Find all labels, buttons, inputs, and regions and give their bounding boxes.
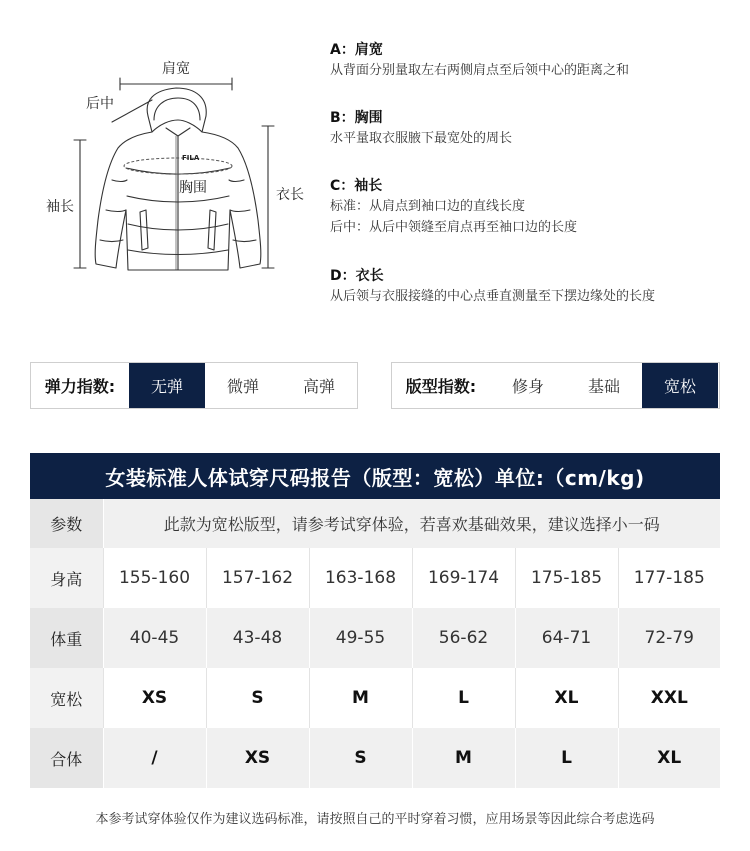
definition-chest — [330, 108, 730, 149]
fit-index-bar — [391, 362, 720, 409]
sleeve-length-label: 袖长 — [46, 199, 74, 215]
table-cell: 169-174 — [412, 548, 515, 608]
table-cell: XS — [103, 668, 206, 728]
definition-sleeve — [330, 176, 730, 238]
table-cell: M — [412, 728, 515, 788]
definition-text: 标准：从肩点到袖口边的直线长度 — [330, 199, 526, 214]
table-cell: 155-160 — [103, 548, 206, 608]
elasticity-index-bar — [30, 362, 358, 409]
size-table — [30, 499, 720, 788]
table-cell: 64-71 — [515, 608, 618, 668]
elasticity-option-high: 高弹 — [302, 377, 335, 396]
table-cell: XXL — [618, 668, 720, 728]
elasticity-option-none: 无弹 — [129, 363, 205, 408]
table-cell: / — [103, 728, 206, 788]
fit-option-loose: 宽松 — [642, 363, 718, 408]
row-header: 参数 — [30, 499, 103, 548]
table-cell: XL — [515, 668, 618, 728]
table-cell: 72-79 — [618, 608, 720, 668]
back-center-label: 后中 — [86, 96, 114, 112]
definition-title: A：肩宽 — [330, 42, 383, 58]
chest-label: 胸围 — [179, 180, 207, 196]
fit-note: 此款为宽松版型，请参考试穿体验，若喜欢基础效果，建议选择小一码 — [103, 499, 720, 548]
row-header: 体重 — [30, 608, 103, 668]
table-row — [30, 728, 720, 788]
fit-index-label: 版型指数: — [405, 377, 477, 396]
table-cell: M — [309, 668, 412, 728]
body-length-label: 衣长 — [276, 187, 304, 203]
definition-text: 水平量取衣服腋下最宽处的周长 — [330, 131, 513, 146]
definition-text: 从背面分别量取左右两侧肩点至后领中心的距离之和 — [330, 63, 630, 78]
fit-option-regular: 基础 — [587, 377, 620, 396]
table-cell: XS — [206, 728, 309, 788]
table-cell: S — [206, 668, 309, 728]
definition-text: 后中：从后中领缝至肩点再至袖口边的长度 — [330, 220, 578, 235]
brand-logo-text: FILA — [182, 154, 200, 162]
size-report-title: 女装标准人体试穿尺码报告（版型：宽松）单位:（cm/kg) — [30, 453, 720, 499]
table-cell: L — [412, 668, 515, 728]
jacket-measurement-diagram — [30, 40, 320, 290]
definition-title: B：胸围 — [330, 110, 383, 126]
table-cell: 49-55 — [309, 608, 412, 668]
elasticity-index-label: 弹力指数: — [44, 377, 116, 396]
definition-shoulder — [330, 40, 730, 81]
table-cell: L — [515, 728, 618, 788]
elasticity-option-slight: 微弹 — [226, 377, 259, 396]
table-row — [30, 548, 720, 608]
definition-title: C：袖长 — [330, 178, 383, 194]
table-row — [30, 608, 720, 668]
definition-text: 从后领与衣服接缝的中心点垂直测量至下摆边缘处的长度 — [330, 289, 656, 304]
table-cell: S — [309, 728, 412, 788]
shoulder-width-label: 肩宽 — [162, 61, 190, 77]
row-header: 身高 — [30, 548, 103, 608]
fit-option-slim: 修身 — [511, 377, 544, 396]
table-cell: 56-62 — [412, 608, 515, 668]
table-cell: 43-48 — [206, 608, 309, 668]
definition-length — [330, 266, 730, 307]
table-row — [30, 499, 720, 548]
definition-title: D：衣长 — [330, 268, 384, 284]
table-cell: 40-45 — [103, 608, 206, 668]
footnote: 本参考试穿体验仅作为建议选码标准，请按照自己的平时穿着习惯，应用场景等因此综合考虑选码 — [95, 812, 655, 827]
table-cell: 175-185 — [515, 548, 618, 608]
table-cell: XL — [618, 728, 720, 788]
table-cell: 157-162 — [206, 548, 309, 608]
table-cell: 177-185 — [618, 548, 720, 608]
table-row — [30, 668, 720, 728]
table-cell: 163-168 — [309, 548, 412, 608]
row-header: 宽松 — [30, 668, 103, 728]
row-header: 合体 — [30, 728, 103, 788]
